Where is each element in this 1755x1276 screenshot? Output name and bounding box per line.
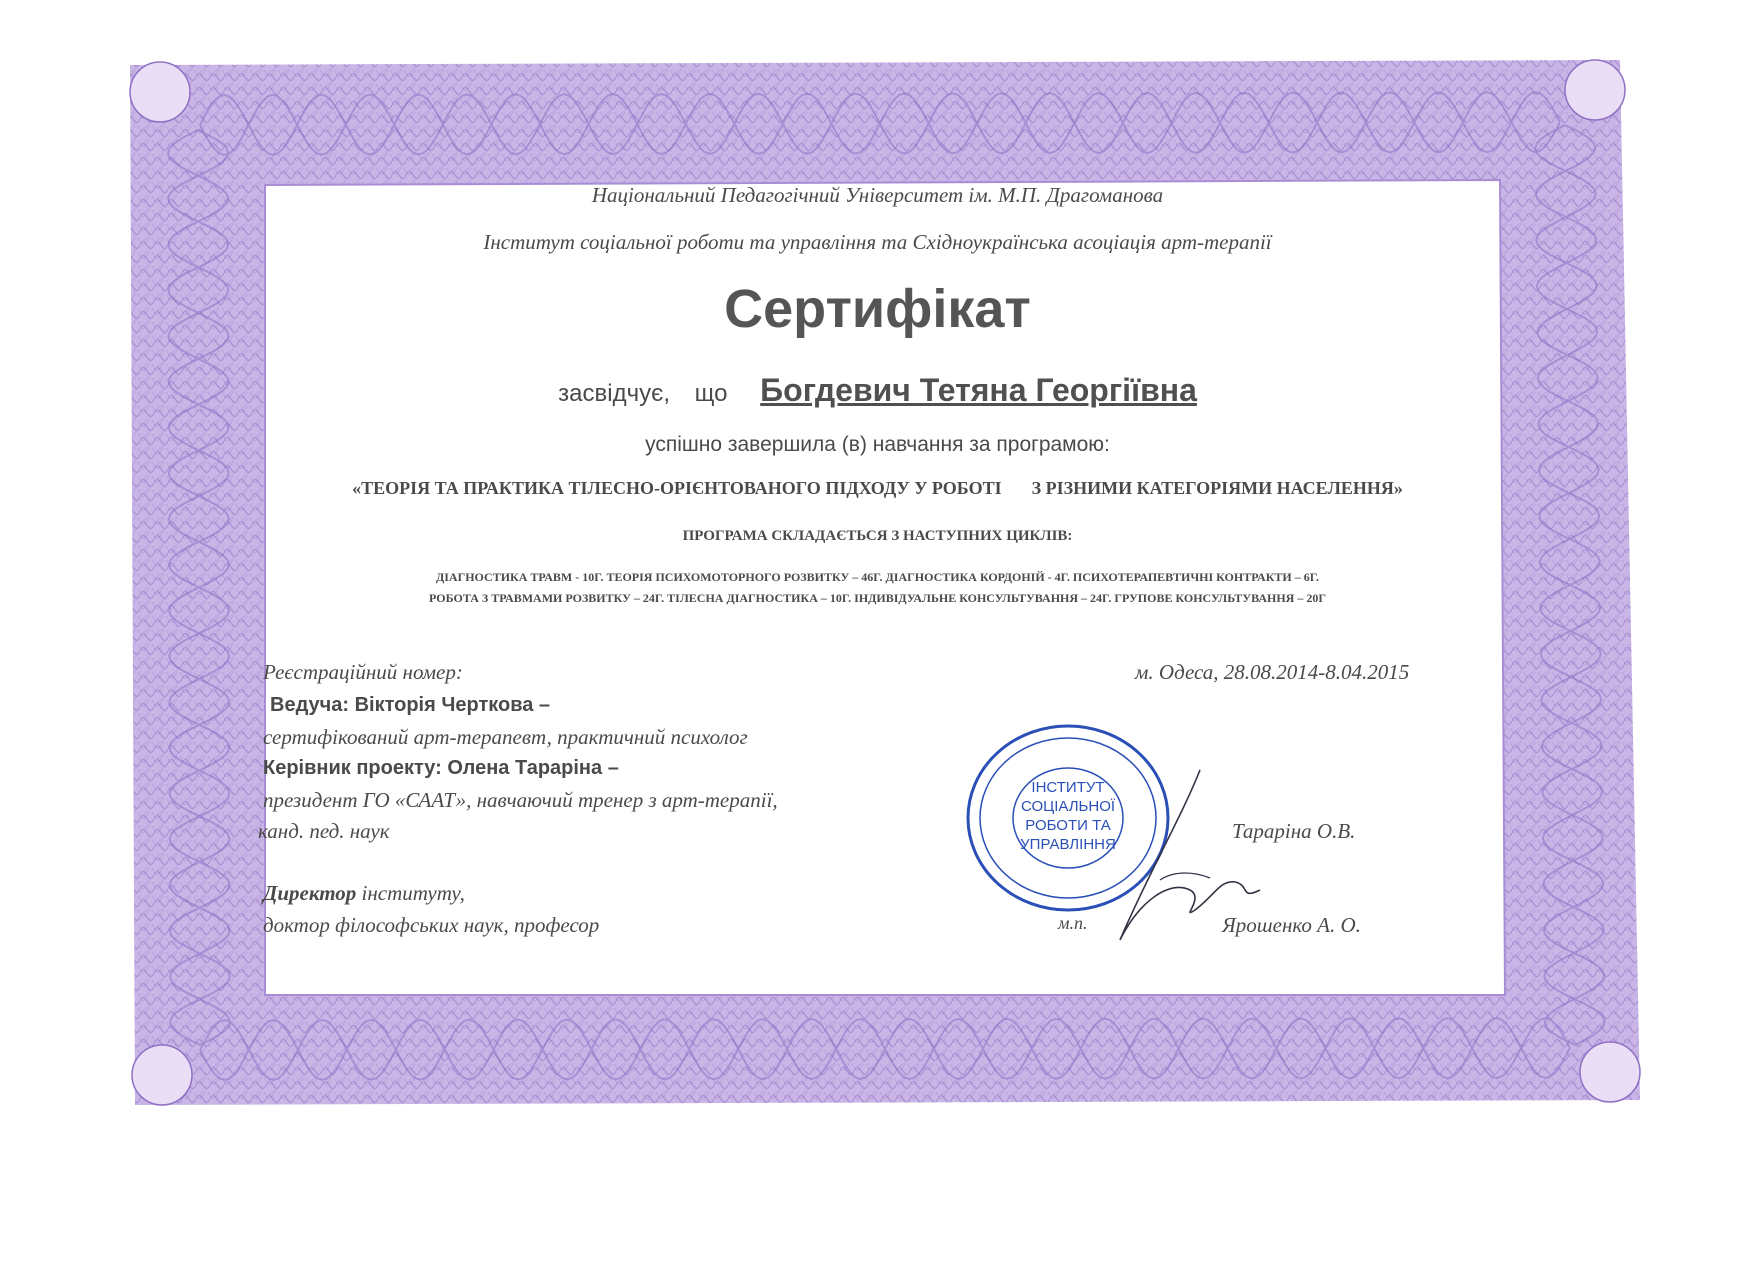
leader-name: Ведуча: Вікторія Черткова –: [270, 694, 551, 716]
handwritten-signature: [1100, 760, 1270, 960]
signer-1-name: Тараріна О.В.: [1232, 819, 1356, 843]
project-manager-name: Керівник проекту: Олена Тараріна –: [263, 757, 619, 779]
program-name-part2: З РІЗНИМИ КАТЕГОРІЯМИ НАСЕЛЕННЯ»: [1031, 478, 1403, 498]
director-description: доктор філософських наук, професор: [263, 913, 600, 937]
city-date: м. Одеса, 28.08.2014-8.04.2015: [1135, 660, 1410, 684]
university-name: Національний Педагогічний Університет ім. М.П. Драгоманова: [591, 183, 1164, 207]
director-bold-label: Директор: [263, 881, 357, 905]
that-label: що: [694, 380, 728, 407]
seal-line-1: ІНСТИТУТ: [1031, 779, 1105, 796]
completed-text: успішно завершила (в) навчання за програмою:: [645, 433, 1110, 456]
director-rest-label: інституту,: [356, 881, 465, 905]
certifies-row: [0, 372, 1755, 409]
project-manager-description-2: канд. пед. наук: [258, 819, 390, 843]
leader-description: сертифікований арт-терапевт, практичний психолог: [263, 725, 748, 749]
project-manager-description-1: президент ГО «СААТ», навчаючий тренер з арт-терапії,: [263, 788, 778, 812]
certifies-label: засвідчує,: [558, 380, 670, 407]
program-name-part1: «ТЕОРІЯ ТА ПРАКТИКА ТІЛЕСНО-ОРІЄНТОВАНОГО ПІДХОДУ У РОБОТІ: [352, 478, 1002, 498]
seal-line-2: СОЦІАЛЬНОЇ: [1020, 798, 1116, 815]
recipient-name: Богдевич Тетяна Георгіївна: [760, 372, 1197, 408]
cycles-heading: ПРОГРАМА СКЛАДАЄТЬСЯ З НАСТУПНИХ ЦИКЛІВ:: [682, 528, 1073, 544]
seal-line-3: РОБОТИ ТА: [1025, 817, 1111, 834]
program-name: [0, 478, 1755, 499]
cycles-line-2: РОБОТА З ТРАВМАМИ РОЗВИТКУ – 24Г. ТІЛЕСНА ДІАГНОСТИКА – 10Г. ІНДИВІДУАЛЬНЕ КОНСУЛЬТУВАННЯ – 24Г. ГРУПОВЕ КОНСУЛЬТУВАННЯ – 20Г: [429, 591, 1326, 605]
signer-2-name: Ярошенко А. О.: [1222, 913, 1361, 937]
institute-name: Інститут соціальної роботи та управління та Східноукраїнська асоціація арт-терапії: [483, 230, 1272, 254]
seal-line-4: УПРАВЛІННЯ: [1020, 836, 1116, 853]
cycles-line-1: ДІАГНОСТИКА ТРАВМ - 10Г. ТЕОРІЯ ПСИХОМОТОРНОГО РОЗВИТКУ – 46Г. ДІАГНОСТИКА КОРДОНІЙ - 4Г. ПСИХОТЕРАПЕВТИЧНІ КОНТРАКТИ – 6Г.: [435, 570, 1320, 584]
certificate-title: Сертифікат: [724, 279, 1031, 339]
director-title: [263, 881, 465, 906]
stamp-place-label: м.п.: [1058, 913, 1088, 933]
registration-number-label: Реєстраційний номер:: [263, 660, 463, 684]
